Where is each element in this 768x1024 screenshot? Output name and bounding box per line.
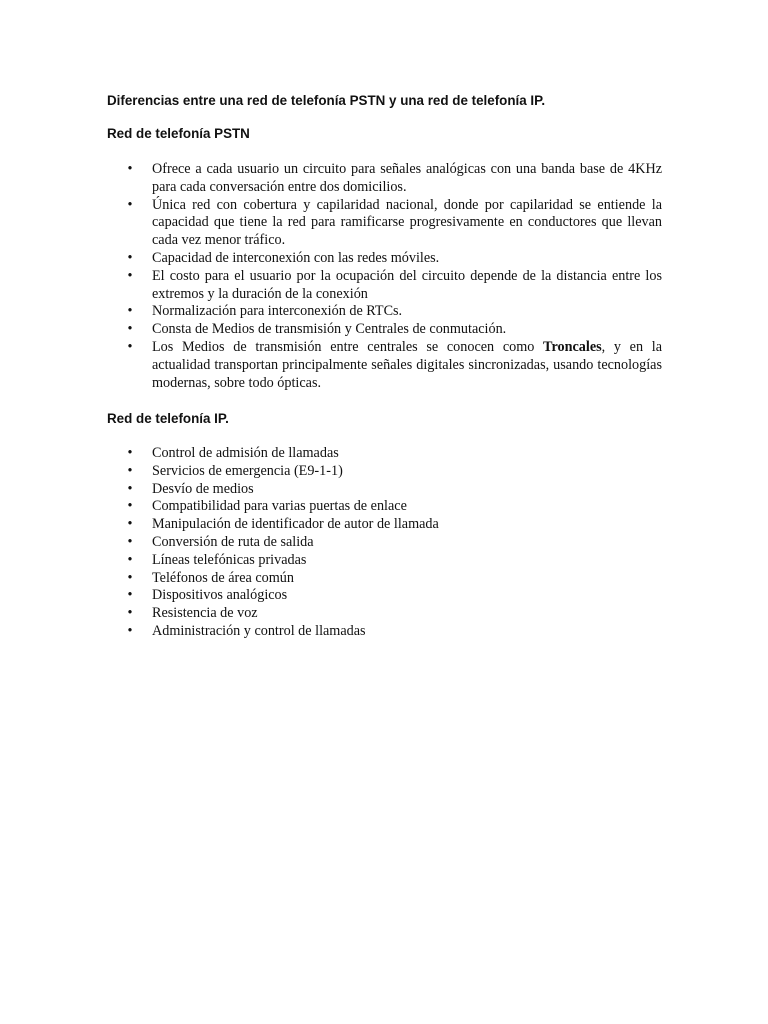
document-title: Diferencias entre una red de telefonía PSTN y una red de telefonía IP. — [107, 93, 546, 108]
list-item-text: Teléfonos de área común — [152, 569, 294, 586]
list-item — [107, 605, 662, 623]
list-item — [107, 445, 662, 463]
bullet-icon: • — [127, 533, 133, 550]
list-item — [107, 481, 662, 499]
list-item — [107, 339, 662, 392]
list-item-text: Administración y control de llamadas — [152, 622, 366, 639]
troncales-term: Troncales — [543, 338, 602, 355]
bullet-icon: • — [127, 569, 133, 586]
list-item — [107, 534, 662, 552]
list-item — [107, 197, 662, 250]
bullet-icon: • — [127, 303, 133, 320]
list-item — [107, 268, 662, 304]
list-item-text: Capacidad de interconexión con las redes móviles. — [152, 249, 440, 266]
list-item — [107, 552, 662, 570]
list-item-text-after: , y en la actualidad transportan principalmente señales digitales sincronizadas, usando tecnologías modernas, sobre todo ópticas. — [152, 338, 662, 391]
list-item-text: Dispositivos analógicos — [152, 587, 288, 604]
section-heading-ip: Red de telefonía IP. — [107, 411, 229, 426]
list-item — [107, 498, 662, 516]
bullet-icon: • — [127, 338, 133, 355]
bullet-icon: • — [127, 462, 133, 479]
bullet-icon: • — [127, 196, 133, 213]
list-item-text: Resistencia de voz — [152, 605, 258, 622]
list-item — [107, 587, 662, 605]
bullet-icon: • — [127, 516, 133, 533]
list-item-text: Conversión de ruta de salida — [152, 533, 314, 550]
list-item-text: Manipulación de identificador de autor de llamada — [152, 516, 439, 533]
bullet-icon: • — [127, 605, 133, 622]
list-item — [107, 463, 662, 481]
list-item-text: Única red con cobertura y capilaridad nacional, donde por capilaridad se entiende la capacidad que tiene la red para ramificarse progresivamente en conductores que llevan cada vez menor tráfico. — [152, 196, 662, 249]
list-item-text: Ofrece a cada usuario un circuito para señales analógicas con una banda base de 4KHz para cada conversación entre dos domicilios. — [152, 161, 662, 195]
list-item — [107, 623, 662, 641]
list-item-text: El costo para el usuario por la ocupación del circuito depende de la distancia entre los extremos y la duración de la conexión — [152, 267, 662, 302]
list-item-text: Control de admisión de llamadas — [152, 445, 339, 461]
bullet-icon: • — [127, 587, 133, 604]
list-item — [107, 303, 662, 321]
list-item — [107, 516, 662, 534]
list-item-text: Compatibilidad para varias puertas de enlace — [152, 498, 407, 515]
list-item — [107, 321, 662, 339]
bullet-icon: • — [127, 267, 133, 284]
bullet-icon: • — [127, 445, 133, 461]
section-heading-pstn: Red de telefonía PSTN — [107, 126, 250, 141]
list-item-text: Desvío de medios — [152, 480, 254, 497]
list-item-text-before: Los Medios de transmisión entre centrales se conocen como — [152, 338, 544, 355]
list-item-text: Normalización para interconexión de RTCs. — [152, 303, 403, 320]
list-item-text: Consta de Medios de transmisión y Centrales de conmutación. — [152, 321, 507, 338]
bullet-icon: • — [127, 551, 133, 568]
bullet-icon: • — [127, 321, 133, 338]
pstn-bullet-list — [107, 161, 662, 392]
bullet-icon: • — [127, 622, 133, 639]
list-item — [107, 250, 662, 268]
list-item-text: Líneas telefónicas privadas — [152, 551, 307, 568]
bullet-icon: • — [127, 249, 133, 266]
list-item-text: Servicios de emergencia (E9-1-1) — [152, 462, 343, 479]
list-item — [107, 161, 662, 197]
bullet-icon: • — [127, 498, 133, 515]
list-item — [107, 570, 662, 588]
bullet-icon: • — [127, 161, 133, 177]
bullet-icon: • — [127, 480, 133, 497]
ip-bullet-list — [107, 445, 662, 641]
